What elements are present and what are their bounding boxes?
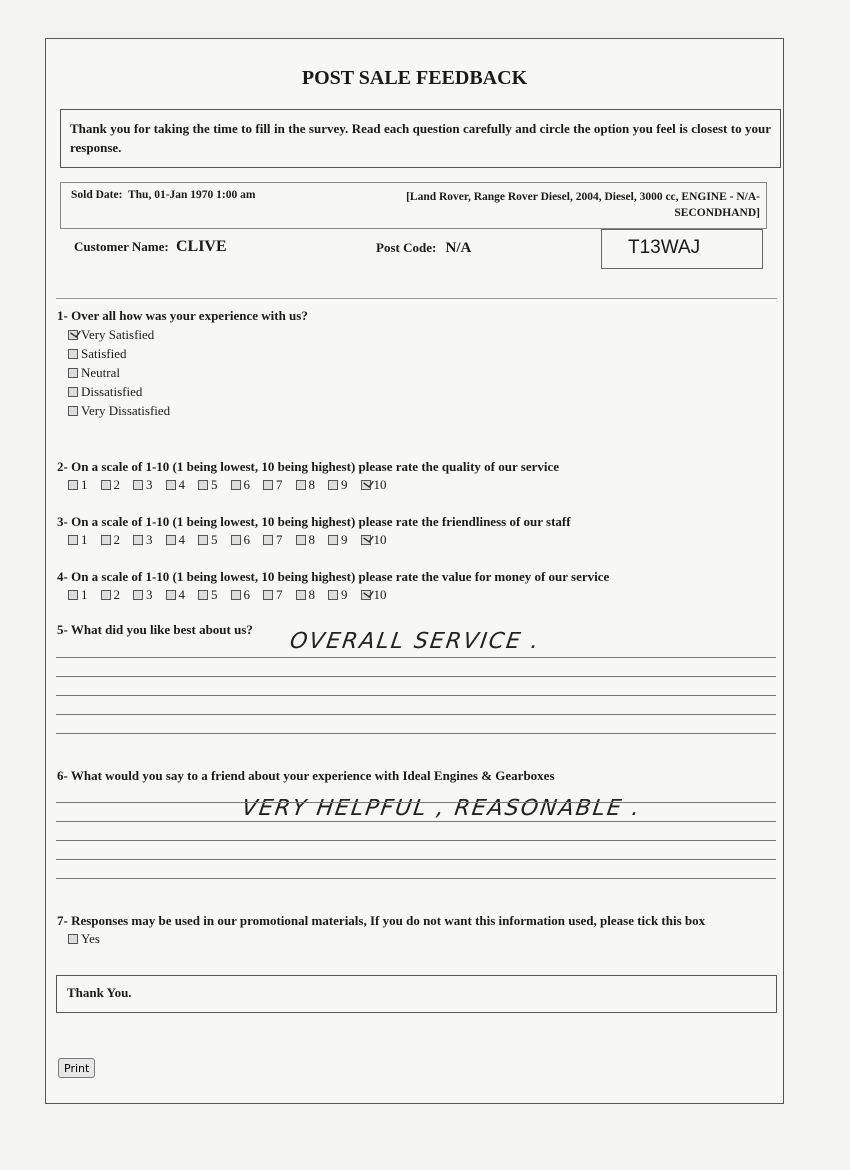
question-7: 7- Responses may be used in our promotional materials, If you do not want this information used, please tick this box [57, 913, 706, 928]
scale-number: 7 [276, 587, 283, 602]
q1-option-label: Very Dissatisfied [81, 403, 171, 418]
feedback-form [45, 38, 784, 1104]
checkbox[interactable] [166, 590, 176, 600]
q1-option-label: Neutral [81, 365, 120, 380]
scale-number: 2 [113, 587, 120, 602]
checkbox[interactable] [68, 406, 78, 416]
checkbox[interactable] [361, 480, 371, 490]
scale-number: 7 [276, 477, 283, 492]
scale-number: 5 [211, 532, 218, 547]
scale-number: 2 [113, 532, 120, 547]
checkbox[interactable] [231, 535, 241, 545]
q2-scale-option[interactable] [68, 477, 101, 493]
question-4-scale [68, 587, 393, 603]
scale-number: 5 [211, 477, 218, 492]
checkbox[interactable] [133, 535, 143, 545]
checkbox[interactable] [101, 480, 111, 490]
checkbox[interactable] [263, 590, 273, 600]
writing-line [56, 803, 776, 822]
intro-box: Thank you for taking the time to fill in the survey. Read each question carefully and circle the option you feel is closest to your response. [60, 109, 781, 168]
scale-number: 6 [243, 532, 250, 547]
q2-scale-option[interactable] [361, 477, 394, 493]
customer-name-value: CLIVE [175, 238, 227, 255]
answer-5-handwriting: OVERALL SERVICE . [288, 629, 542, 654]
q4-scale-option[interactable] [68, 587, 101, 603]
post-code-value: N/A [445, 240, 472, 256]
checkbox[interactable] [328, 590, 338, 600]
vehicle-info [360, 189, 760, 221]
scale-number: 5 [211, 587, 218, 602]
q1-option[interactable] [68, 401, 170, 420]
checkbox[interactable] [198, 480, 208, 490]
q4-scale-option[interactable] [133, 587, 166, 603]
scale-number: 8 [308, 532, 315, 547]
writing-line [56, 822, 776, 841]
checkbox[interactable] [101, 590, 111, 600]
checkbox[interactable] [263, 480, 273, 490]
q3-scale-option[interactable] [133, 532, 166, 548]
answer-6-lines [56, 784, 776, 879]
q3-scale-option[interactable] [166, 532, 199, 548]
q2-scale-option[interactable] [101, 477, 134, 493]
checkbox[interactable] [231, 590, 241, 600]
scale-number: 10 [373, 477, 387, 492]
q4-scale-option[interactable] [101, 587, 134, 603]
q2-scale-option[interactable] [133, 477, 166, 493]
q3-scale-option[interactable] [68, 532, 101, 548]
q2-scale-option[interactable] [198, 477, 231, 493]
checkbox[interactable] [166, 535, 176, 545]
checkbox[interactable] [68, 934, 78, 944]
scale-number: 8 [308, 477, 315, 492]
thank-you-box: Thank You. [56, 975, 777, 1013]
question-2: 2- On a scale of 1-10 (1 being lowest, 10 being highest) please rate the quality of our service [57, 459, 560, 474]
checkbox[interactable] [133, 590, 143, 600]
checkbox[interactable] [101, 535, 111, 545]
q4-scale-option[interactable] [166, 587, 199, 603]
q4-scale-option[interactable] [296, 587, 329, 603]
writing-line [56, 639, 776, 658]
scale-number: 9 [341, 532, 348, 547]
scale-number: 2 [113, 477, 120, 492]
option-yes[interactable] [68, 929, 100, 948]
q3-scale-option[interactable] [361, 532, 394, 548]
option-yes-label: Yes [81, 931, 100, 946]
scale-number: 6 [243, 477, 250, 492]
scale-number: 9 [341, 587, 348, 602]
checkbox[interactable] [68, 535, 78, 545]
scale-number: 4 [178, 587, 185, 602]
q1-option[interactable] [68, 382, 170, 401]
vehicle-line-2: SECONDHAND] [674, 207, 760, 219]
registration-box: T13WAJ [601, 229, 763, 269]
checkbox[interactable] [328, 535, 338, 545]
answer-6-handwriting: VERY HELPFUL , REASONABLE . [240, 796, 643, 821]
q1-option[interactable] [68, 363, 170, 382]
q4-scale-option[interactable] [231, 587, 264, 603]
sold-date-label: Sold Date: [71, 189, 123, 201]
vehicle-line-1: [Land Rover, Range Rover Diesel, 2004, Diesel, 3000 cc, ENGINE - N/A- [406, 191, 760, 203]
checkbox[interactable] [296, 535, 306, 545]
q2-scale-option[interactable] [328, 477, 361, 493]
divider [56, 298, 777, 299]
scale-number: 4 [178, 477, 185, 492]
writing-line [56, 658, 776, 677]
q3-scale-option[interactable] [101, 532, 134, 548]
checkbox[interactable] [68, 349, 78, 359]
checkbox[interactable] [198, 535, 208, 545]
checkbox[interactable] [68, 368, 78, 378]
q2-scale-option[interactable] [231, 477, 264, 493]
post-code [376, 240, 471, 257]
checkbox[interactable] [296, 480, 306, 490]
q4-scale-option[interactable] [361, 587, 394, 603]
scale-number: 8 [308, 587, 315, 602]
checkbox[interactable] [68, 330, 78, 340]
checkbox[interactable] [68, 590, 78, 600]
scale-number: 7 [276, 532, 283, 547]
q1-option[interactable] [68, 344, 170, 363]
question-3: 3- On a scale of 1-10 (1 being lowest, 10 being highest) please rate the friendliness of our staff [57, 514, 571, 529]
checkbox[interactable] [231, 480, 241, 490]
q3-scale-option[interactable] [231, 532, 264, 548]
q1-option[interactable] [68, 325, 170, 344]
checkbox[interactable] [133, 480, 143, 490]
question-1: 1- Over all how was your experience with us? [57, 308, 308, 323]
answer-5-lines [56, 639, 776, 734]
checkbox[interactable] [296, 590, 306, 600]
checkbox[interactable] [198, 590, 208, 600]
sold-date [71, 189, 255, 201]
question-7-options [68, 929, 100, 948]
checkbox[interactable] [361, 535, 371, 545]
q2-scale-option[interactable] [296, 477, 329, 493]
scale-number: 1 [81, 532, 88, 547]
q3-scale-option[interactable] [296, 532, 329, 548]
writing-line [56, 677, 776, 696]
q3-scale-option[interactable] [263, 532, 296, 548]
question-3-scale [68, 532, 393, 548]
writing-line [56, 860, 776, 879]
scale-number: 4 [178, 532, 185, 547]
scale-number: 10 [373, 532, 387, 547]
q4-scale-option[interactable] [328, 587, 361, 603]
question-4: 4- On a scale of 1-10 (1 being lowest, 10 being highest) please rate the value for money of our service [57, 569, 610, 584]
q3-scale-option[interactable] [328, 532, 361, 548]
writing-line [56, 696, 776, 715]
q4-scale-option[interactable] [263, 587, 296, 603]
q2-scale-option[interactable] [263, 477, 296, 493]
checkbox[interactable] [263, 535, 273, 545]
post-code-label: Post Code: [376, 240, 437, 255]
sold-date-value: Thu, 01-Jan 1970 1:00 am [127, 189, 256, 201]
scale-number: 3 [146, 532, 153, 547]
checkbox[interactable] [68, 387, 78, 397]
scale-number: 1 [81, 477, 88, 492]
checkbox[interactable] [68, 480, 78, 490]
scale-number: 6 [243, 587, 250, 602]
writing-line [56, 784, 776, 803]
q3-scale-option[interactable] [198, 532, 231, 548]
q1-option-label: Satisfied [81, 346, 127, 361]
q1-option-label: Dissatisfied [81, 384, 143, 399]
checkbox[interactable] [361, 590, 371, 600]
page-title: POST SALE FEEDBACK [301, 67, 528, 89]
writing-line [56, 841, 776, 860]
scale-number: 1 [81, 587, 88, 602]
customer-name-label: Customer Name: [74, 239, 169, 254]
q1-option-label: Very Satisfied [81, 327, 155, 342]
checkbox[interactable] [166, 480, 176, 490]
question-2-scale [68, 477, 393, 493]
sale-info-box [60, 182, 767, 229]
question-6: 6- What would you say to a friend about your experience with Ideal Engines & Gearboxes [57, 768, 555, 783]
customer-name [74, 238, 227, 256]
question-1-options [68, 325, 170, 420]
scale-number: 3 [146, 587, 153, 602]
scale-number: 3 [146, 477, 153, 492]
scale-number: 9 [341, 477, 348, 492]
scale-number: 10 [373, 587, 387, 602]
q2-scale-option[interactable] [166, 477, 199, 493]
question-5: 5- What did you like best about us? [57, 622, 253, 637]
print-button[interactable]: Print [58, 1058, 95, 1078]
q4-scale-option[interactable] [198, 587, 231, 603]
checkbox[interactable] [328, 480, 338, 490]
writing-line [56, 715, 776, 734]
